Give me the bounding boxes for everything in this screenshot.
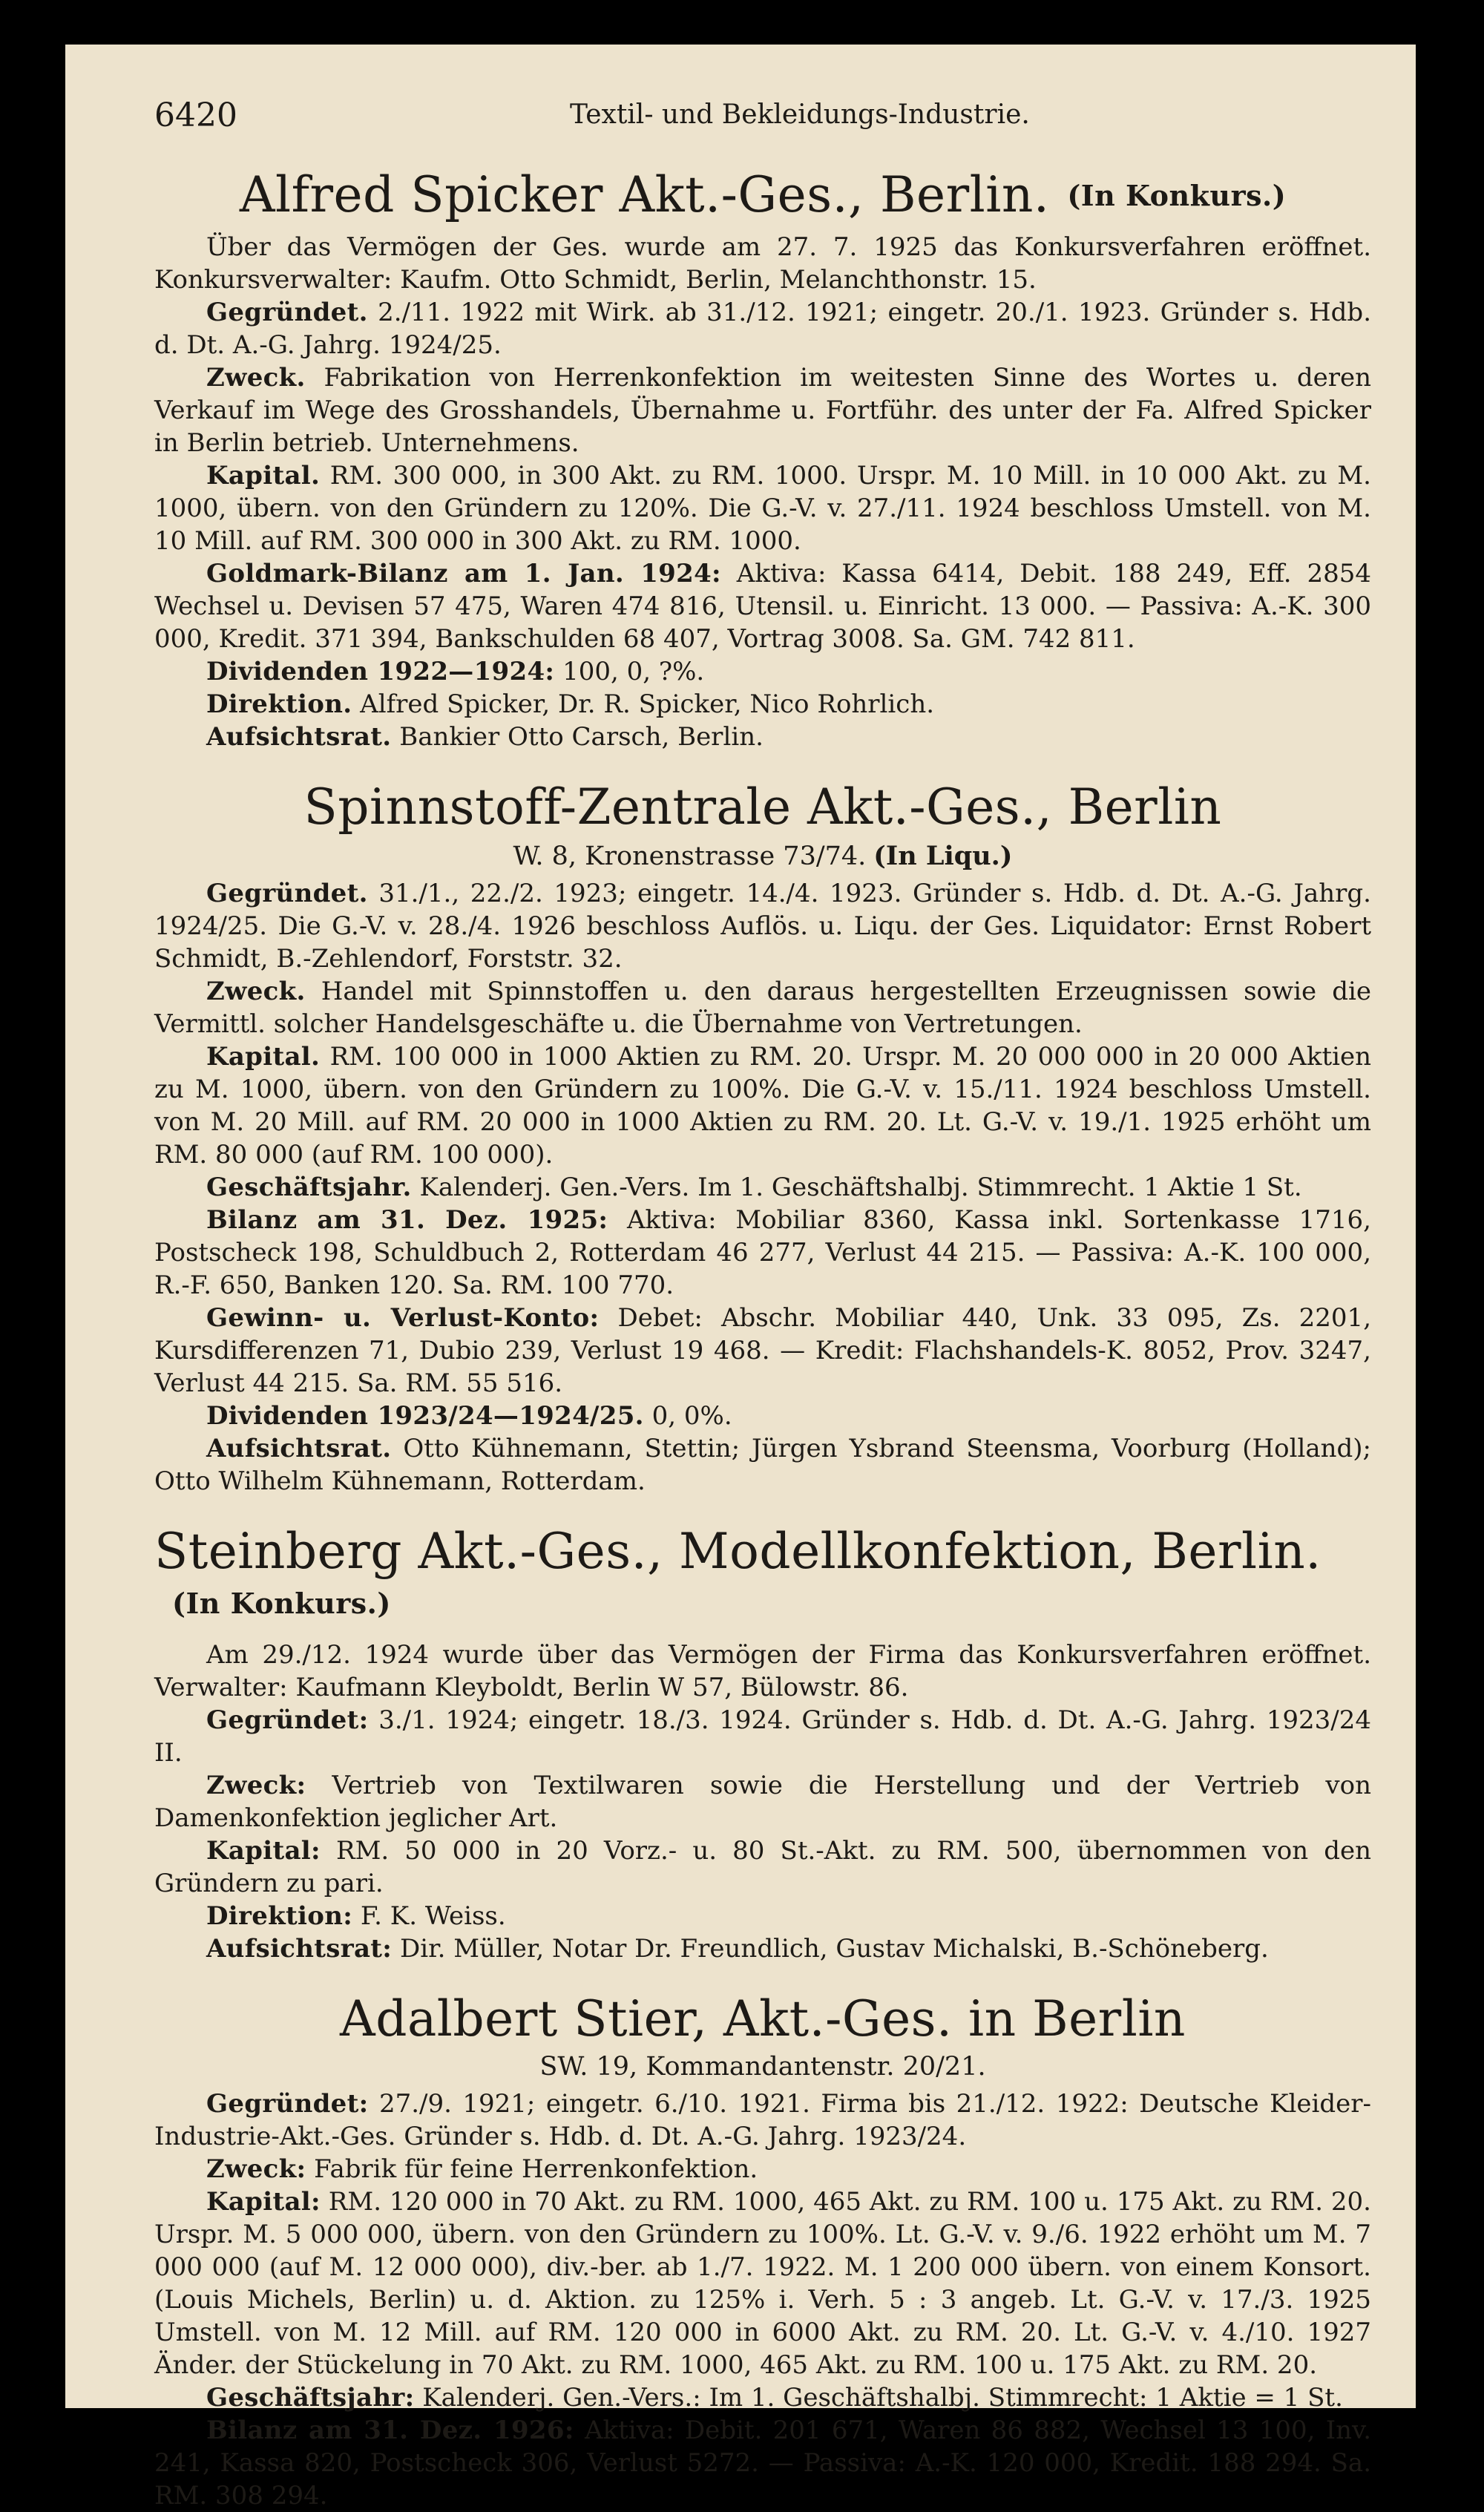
entry-paragraph <box>154 1400 1371 1432</box>
field-label: Kapital. <box>206 461 321 491</box>
entry-paragraph <box>154 1204 1371 1302</box>
entry-paragraph <box>154 2185 1371 2381</box>
field-label: Aufsichtsrat. <box>206 1433 392 1463</box>
entry-paragraph <box>154 1171 1371 1204</box>
field-label: Aufsichtsrat: <box>206 1934 393 1964</box>
company-title <box>154 1522 1371 1629</box>
entry-paragraph <box>154 1932 1371 1965</box>
entry-paragraph <box>154 2414 1371 2512</box>
book-page <box>65 45 1416 2511</box>
field-text: Bankier Otto Carsch, Berlin. <box>399 722 764 752</box>
entry-paragraph <box>154 1834 1371 1900</box>
field-label: Bilanz am 31. Dez. 1925: <box>206 1204 608 1235</box>
company-name: Steinberg Akt.-Ges., Modellkonfektion, Berlin. <box>154 1522 1322 1580</box>
field-text: Kalenderj. Gen.-Vers. Im 1. Geschäftshalbj. Stimmrecht. 1 Aktie 1 St. <box>419 1172 1302 1202</box>
field-label: Gegründet: <box>206 2089 369 2119</box>
field-text: RM. 50 000 in 20 Vorz.- u. 80 St.-Akt. zu RM. 500, übernommen von den Gründern zu pari. <box>154 1836 1371 1899</box>
field-text: Handel mit Spinnstoffen u. den daraus hergestellten Erzeugnissen sowie die Vermittl. solcher Handelsgeschäfte u. die Übernahme von Vertretungen. <box>154 976 1371 1039</box>
field-text: 100, 0, ?%. <box>562 657 705 687</box>
entry-paragraph <box>154 459 1371 557</box>
company-name: Adalbert Stier, Akt.-Ges. in Berlin <box>340 1990 1186 2048</box>
field-text: Fabrikation von Herrenkonfektion im weitesten Sinne des Wortes u. deren Verkauf im Wege des Grosshandels, Übernahme u. Fortführ. des unter der Fa. Alfred Spicker in Berlin betrieb. Unternehmens. <box>154 363 1371 459</box>
status-note: (In Konkurs.) <box>1067 179 1287 212</box>
field-label: Zweck. <box>206 363 306 393</box>
field-label: Gegründet: <box>206 1705 369 1736</box>
company-title <box>154 166 1371 223</box>
field-label: Direktion: <box>206 1901 353 1932</box>
entry-paragraph <box>154 688 1371 721</box>
field-label: Zweck. <box>206 976 306 1006</box>
entry-paragraph <box>154 296 1371 361</box>
entry-paragraph <box>154 2088 1371 2153</box>
field-text: 31./1., 22./2. 1923; eingetr. 14./4. 1923. Gründer s. Hdb. d. Dt. A.-G. Jahrg. 1924/25. Die G.-V. v. 28./4. 1926 beschloss Auflös. u. Liqu. der Ges. Liquidator: Ernst Robert Schmidt, B.-Zehlendorf, Forststr. 32. <box>154 878 1371 974</box>
entry-paragraph <box>154 1639 1371 1704</box>
company-entry <box>154 1522 1371 1966</box>
entry-paragraph <box>154 557 1371 655</box>
field-label: Gegründet. <box>206 298 368 328</box>
company-address <box>154 841 1371 871</box>
entry-paragraph <box>154 1704 1371 1769</box>
entry-paragraph <box>154 1302 1371 1400</box>
field-label: Goldmark-Bilanz am 1. Jan. 1924: <box>206 559 721 589</box>
field-label: Dividenden 1922—1924: <box>206 657 555 687</box>
field-label: Aufsichtsrat. <box>206 722 392 752</box>
entry-paragraph <box>154 361 1371 459</box>
address-text: SW. 19, Kommandantenstr. 20/21. <box>539 2052 986 2082</box>
company-entry <box>154 778 1372 1497</box>
field-label: Kapital: <box>206 1836 321 1866</box>
company-entries <box>154 166 1372 2512</box>
field-text: Aktiva: Mobiliar 8360, Kassa inkl. Sortenkasse 1716, Postscheck 198, Schuldbuch 2, Rotterdam 46 277, Verlust 44 215. — Passiva: A.-K. 100 000, R.-F. 650, Banken 120. Sa. RM. 100 770. <box>154 1204 1371 1300</box>
field-label: Geschäftsjahr. <box>206 1172 412 1202</box>
running-title: Textil- und Bekleidungs-Industrie. <box>570 99 1030 130</box>
field-text: Kalenderj. Gen.-Vers.: Im 1. Geschäftshalbj. Stimmrecht: 1 Aktie = 1 St. <box>422 2383 1343 2413</box>
running-header <box>154 96 1371 141</box>
field-text: 0, 0%. <box>651 1400 732 1431</box>
entry-paragraph <box>154 1432 1371 1498</box>
company-title <box>154 1990 1371 2048</box>
field-text: Aktiva: Debit. 201 671, Waren 86 882, Wechsel 13 100, Inv. 241, Kassa 820, Postscheck 306, Verlust 5272. — Passiva: A.-K. 120 000, Kredit. 188 294. Sa. RM. 308 294. <box>154 2416 1372 2511</box>
field-text: F. K. Weiss. <box>360 1901 506 1932</box>
field-text: RM. 100 000 in 1000 Aktien zu RM. 20. Urspr. M. 20 000 000 in 20 000 Aktien zu M. 1000, übern. von den Gründern zu 100%. Die G.-V. v. 15./11. 1924 beschloss Umstell. von M. 20 Mill. auf RM. 20 000 in 1000 Aktien zu RM. 20. Lt. G.-V. v. 19./1. 1925 erhöht um RM. 80 000 (auf RM. 100 000). <box>154 1041 1371 1170</box>
field-label: Dividenden 1923/24—1924/25. <box>206 1400 644 1431</box>
field-text: Am 29./12. 1924 wurde über das Vermögen der Firma das Konkursverfahren eröffnet. Verwalter: Kaufmann Kleyboldt, Berlin W 57, Bülowstr. 86. <box>154 1640 1371 1703</box>
field-label: Kapital. <box>206 1041 321 1072</box>
page-number: 6420 <box>154 96 237 134</box>
field-text: RM. 120 000 in 70 Akt. zu RM. 1000, 465 Akt. zu RM. 100 u. 175 Akt. zu RM. 20. Urspr. M. 5 000 000, übern. von den Gründern zu 100%. Lt. G.-V. v. 9./6. 1922 erhöht um M. 7 000 000 (auf M. 12 000 000), div.-ber. ab 1./7. 1922. M. 1 200 000 übern. von einem Konsort. (Louis Michels, Berlin) u. d. Aktion. zu 125% i. Verh. 5 : 3 angeb. Lt. G.-V. v. 17./3. 1925 Umstell. von M. 12 Mill. auf RM. 120 000 in 6000 Akt. zu RM. 20. Lt. G.-V. v. 4./10. 1927 Änder. der Stückelung in 70 Akt. zu RM. 1000, 465 Akt. zu RM. 100 u. 175 Akt. zu RM. 20. <box>154 2187 1371 2381</box>
field-text: 27./9. 1921; eingetr. 6./10. 1921. Firma bis 21./12. 1922: Deutsche Kleider-Industrie-Akt.-Ges. Gründer s. Hdb. d. Dt. A.-G. Jahrg. 1923/24. <box>154 2089 1371 2152</box>
entry-paragraph <box>154 721 1371 753</box>
company-entry <box>154 166 1372 753</box>
field-text: Debet: Abschr. Mobiliar 440, Unk. 33 095, Zs. 2201, Kursdifferenzen 71, Dubio 239, Verlust 19 468. — Kredit: Flachshandels-K. 8052, Prov. 3247, Verlust 44 215. Sa. RM. 55 516. <box>154 1302 1371 1398</box>
entry-paragraph <box>154 1769 1371 1834</box>
entry-paragraph <box>154 975 1371 1040</box>
field-text: 2./11. 1922 mit Wirk. ab 31./12. 1921; eingetr. 20./1. 1923. Gründer s. Hdb. d. Dt. A.-G. Jahrg. 1924/25. <box>154 298 1371 361</box>
field-label: Zweck: <box>206 1771 306 1801</box>
entry-paragraph <box>154 877 1371 975</box>
field-text: Dir. Müller, Notar Dr. Freundlich, Gustav Michalski, B.-Schöneberg. <box>399 1934 1269 1964</box>
field-label: Bilanz am 31. Dez. 1926: <box>206 2416 574 2446</box>
company-entry <box>154 1990 1372 2512</box>
address-text: W. 8, Kronenstrasse 73/74. <box>513 841 867 871</box>
company-address <box>154 2052 1371 2082</box>
field-label: Gewinn- u. Verlust-Konto: <box>206 1302 600 1333</box>
status-note: (In Konkurs.) <box>172 1586 391 1620</box>
entry-paragraph <box>154 655 1371 688</box>
entry-paragraph <box>154 2153 1371 2185</box>
field-text: Vertrieb von Textilwaren sowie die Herstellung und der Vertrieb von Damenkonfektion jeglicher Art. <box>154 1771 1371 1834</box>
field-label: Geschäftsjahr: <box>206 2383 415 2413</box>
field-label: Zweck: <box>206 2154 306 2185</box>
field-label: Direktion. <box>206 689 352 720</box>
field-label: Gegründet. <box>206 878 368 908</box>
field-label: Kapital: <box>206 2187 321 2217</box>
entry-paragraph <box>154 2381 1371 2414</box>
field-text: Otto Kühnemann, Stettin; Jürgen Ysbrand Steensma, Voorburg (Holland); Otto Wilhelm Kühnemann, Rotterdam. <box>154 1433 1372 1496</box>
company-title <box>154 778 1371 836</box>
status-note: (In Liqu.) <box>873 840 1013 871</box>
field-text: Alfred Spicker, Dr. R. Spicker, Nico Rohrlich. <box>360 689 935 720</box>
field-text: 3./1. 1924; eingetr. 18./3. 1924. Gründer s. Hdb. d. Dt. A.-G. Jahrg. 1923/24 II. <box>154 1705 1371 1768</box>
entry-paragraph <box>154 1900 1371 1932</box>
field-text: Über das Vermögen der Ges. wurde am 27. 7. 1925 das Konkursverfahren eröffnet. Konkursverwalter: Kaufm. Otto Schmidt, Berlin, Melanchthonstr. 15. <box>154 232 1371 295</box>
field-text: RM. 300 000, in 300 Akt. zu RM. 1000. Urspr. M. 10 Mill. in 10 000 Akt. zu M. 1000, übern. von den Gründern zu 120%. Die G.-V. v. 27./11. 1924 beschloss Umstell. von M. 10 Mill. auf RM. 300 000 in 300 Akt. zu RM. 1000. <box>154 461 1371 557</box>
entry-paragraph <box>154 1040 1371 1171</box>
field-text: Fabrik für feine Herrenkonfektion. <box>314 2154 758 2185</box>
field-text: Aktiva: Kassa 6414, Debit. 188 249, Eff. 2854 Wechsel u. Devisen 57 475, Waren 474 816, Utensil. u. Einricht. 13 000. — Passiva: A.-K. 300 000, Kredit. 371 394, Bankschulden 68 407, Vortrag 3008. Sa. GM. 742 811. <box>154 559 1372 655</box>
company-name: Alfred Spicker Akt.-Ges., Berlin. <box>239 166 1050 223</box>
company-name: Spinnstoff-Zentrale Akt.-Ges., Berlin <box>303 778 1222 836</box>
entry-paragraph <box>154 231 1371 296</box>
